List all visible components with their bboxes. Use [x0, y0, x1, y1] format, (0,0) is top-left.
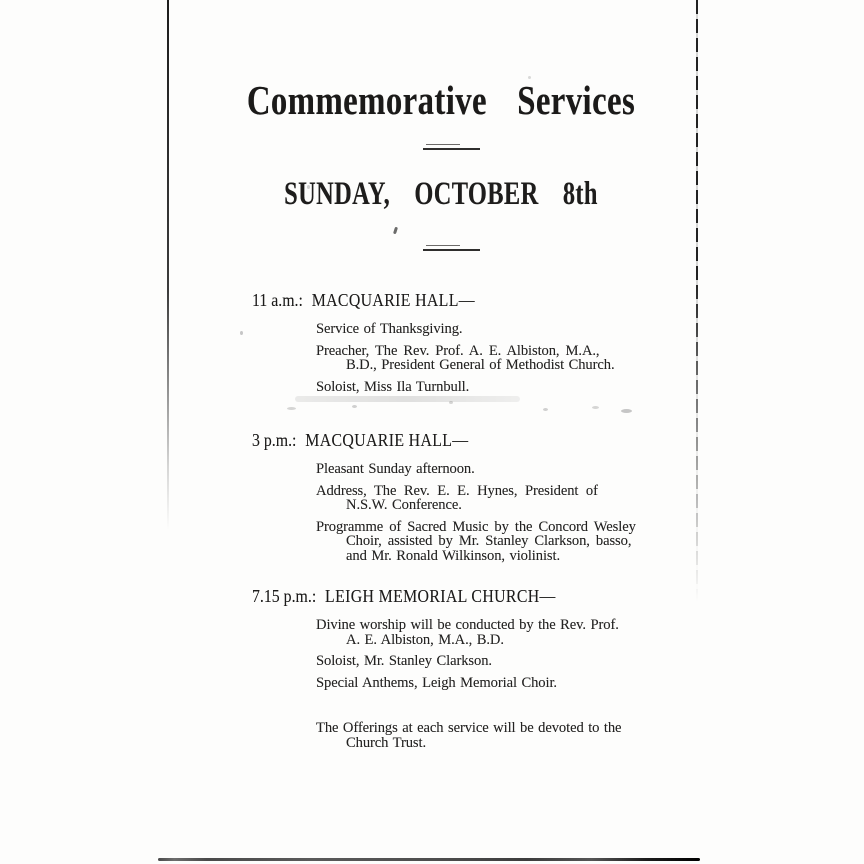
text-line: Choir, assisted by Mr. Stanley Clarkson, basso, — [346, 533, 632, 550]
section-body — [316, 618, 662, 690]
section-heading — [252, 430, 613, 450]
section-body — [316, 462, 662, 564]
scan-speck — [393, 227, 398, 235]
scan-speck — [621, 409, 632, 413]
section-heading — [252, 290, 613, 310]
scan-speck — [449, 401, 453, 404]
service-detail — [316, 344, 662, 373]
footer-note — [316, 721, 656, 750]
scan-speck — [592, 406, 599, 409]
divider-rule-top — [423, 148, 480, 150]
text-line: Service of Thanksgiving. — [316, 321, 463, 337]
service-detail — [316, 520, 662, 564]
text-line: Soloist, Miss Ila Turnbull. — [316, 378, 470, 395]
section-heading — [252, 586, 613, 606]
text-line: and Mr. Ronald Wilkinson, violinist. — [346, 547, 560, 564]
text-line: Soloist, Mr. Stanley Clarkson. — [316, 653, 492, 670]
scan-speck — [528, 76, 531, 79]
service-time: 11 a.m.: — [252, 290, 303, 310]
service-venue: MACQUARIE HALL— — [311, 290, 475, 310]
divider-rule-bottom — [423, 249, 480, 251]
page-edge-line-right — [696, 0, 698, 620]
service-detail — [316, 322, 662, 337]
page-bottom-rule — [158, 858, 700, 861]
text-line: B.D., President General of Methodist Church. — [346, 357, 615, 374]
section-body — [316, 322, 662, 394]
text-line: Pleasant Sunday afternoon. — [316, 461, 475, 477]
scan-speck — [240, 331, 243, 335]
text-line: Preacher, The Rev. Prof. A. E. Albiston, M.A., — [316, 342, 600, 359]
text-line: N.S.W. Conference. — [346, 497, 462, 514]
service-detail — [316, 676, 662, 691]
service-detail — [316, 484, 662, 513]
service-section-11am — [252, 290, 662, 401]
scan-speck — [352, 405, 357, 408]
scan-speck — [543, 408, 548, 411]
service-time: 7.15 p.m.: — [252, 586, 317, 606]
service-section-3pm — [252, 430, 662, 571]
service-detail — [316, 654, 662, 669]
scan-speck — [287, 407, 296, 410]
text-line: A. E. Albiston, M.A., B.D. — [346, 631, 504, 648]
text-line: The Offerings at each service will be devoted to the — [316, 720, 622, 736]
service-detail — [316, 618, 662, 647]
text-line: Special Anthems, Leigh Memorial Choir. — [316, 674, 557, 691]
date-heading: SUNDAY, OCTOBER 8th — [284, 176, 598, 212]
page-fold-line-left — [167, 0, 169, 530]
text-line: Divine worship will be conducted by the Rev. Prof. — [316, 617, 619, 633]
service-venue: LEIGH MEMORIAL CHURCH— — [325, 586, 556, 606]
page-title: Commemorative Services — [246, 77, 636, 123]
service-section-715pm — [252, 586, 662, 697]
text-line: Church Trust. — [346, 734, 426, 751]
service-time: 3 p.m.: — [252, 430, 297, 450]
scan-speck — [307, 185, 310, 189]
text-line: Address, The Rev. E. E. Hynes, President of — [316, 482, 598, 499]
service-detail — [316, 462, 662, 477]
service-detail — [316, 380, 662, 395]
scan-smudge — [295, 396, 520, 402]
service-venue: MACQUARIE HALL— — [305, 430, 469, 450]
text-line: Programme of Sacred Music by the Concord Wesley — [316, 518, 636, 535]
